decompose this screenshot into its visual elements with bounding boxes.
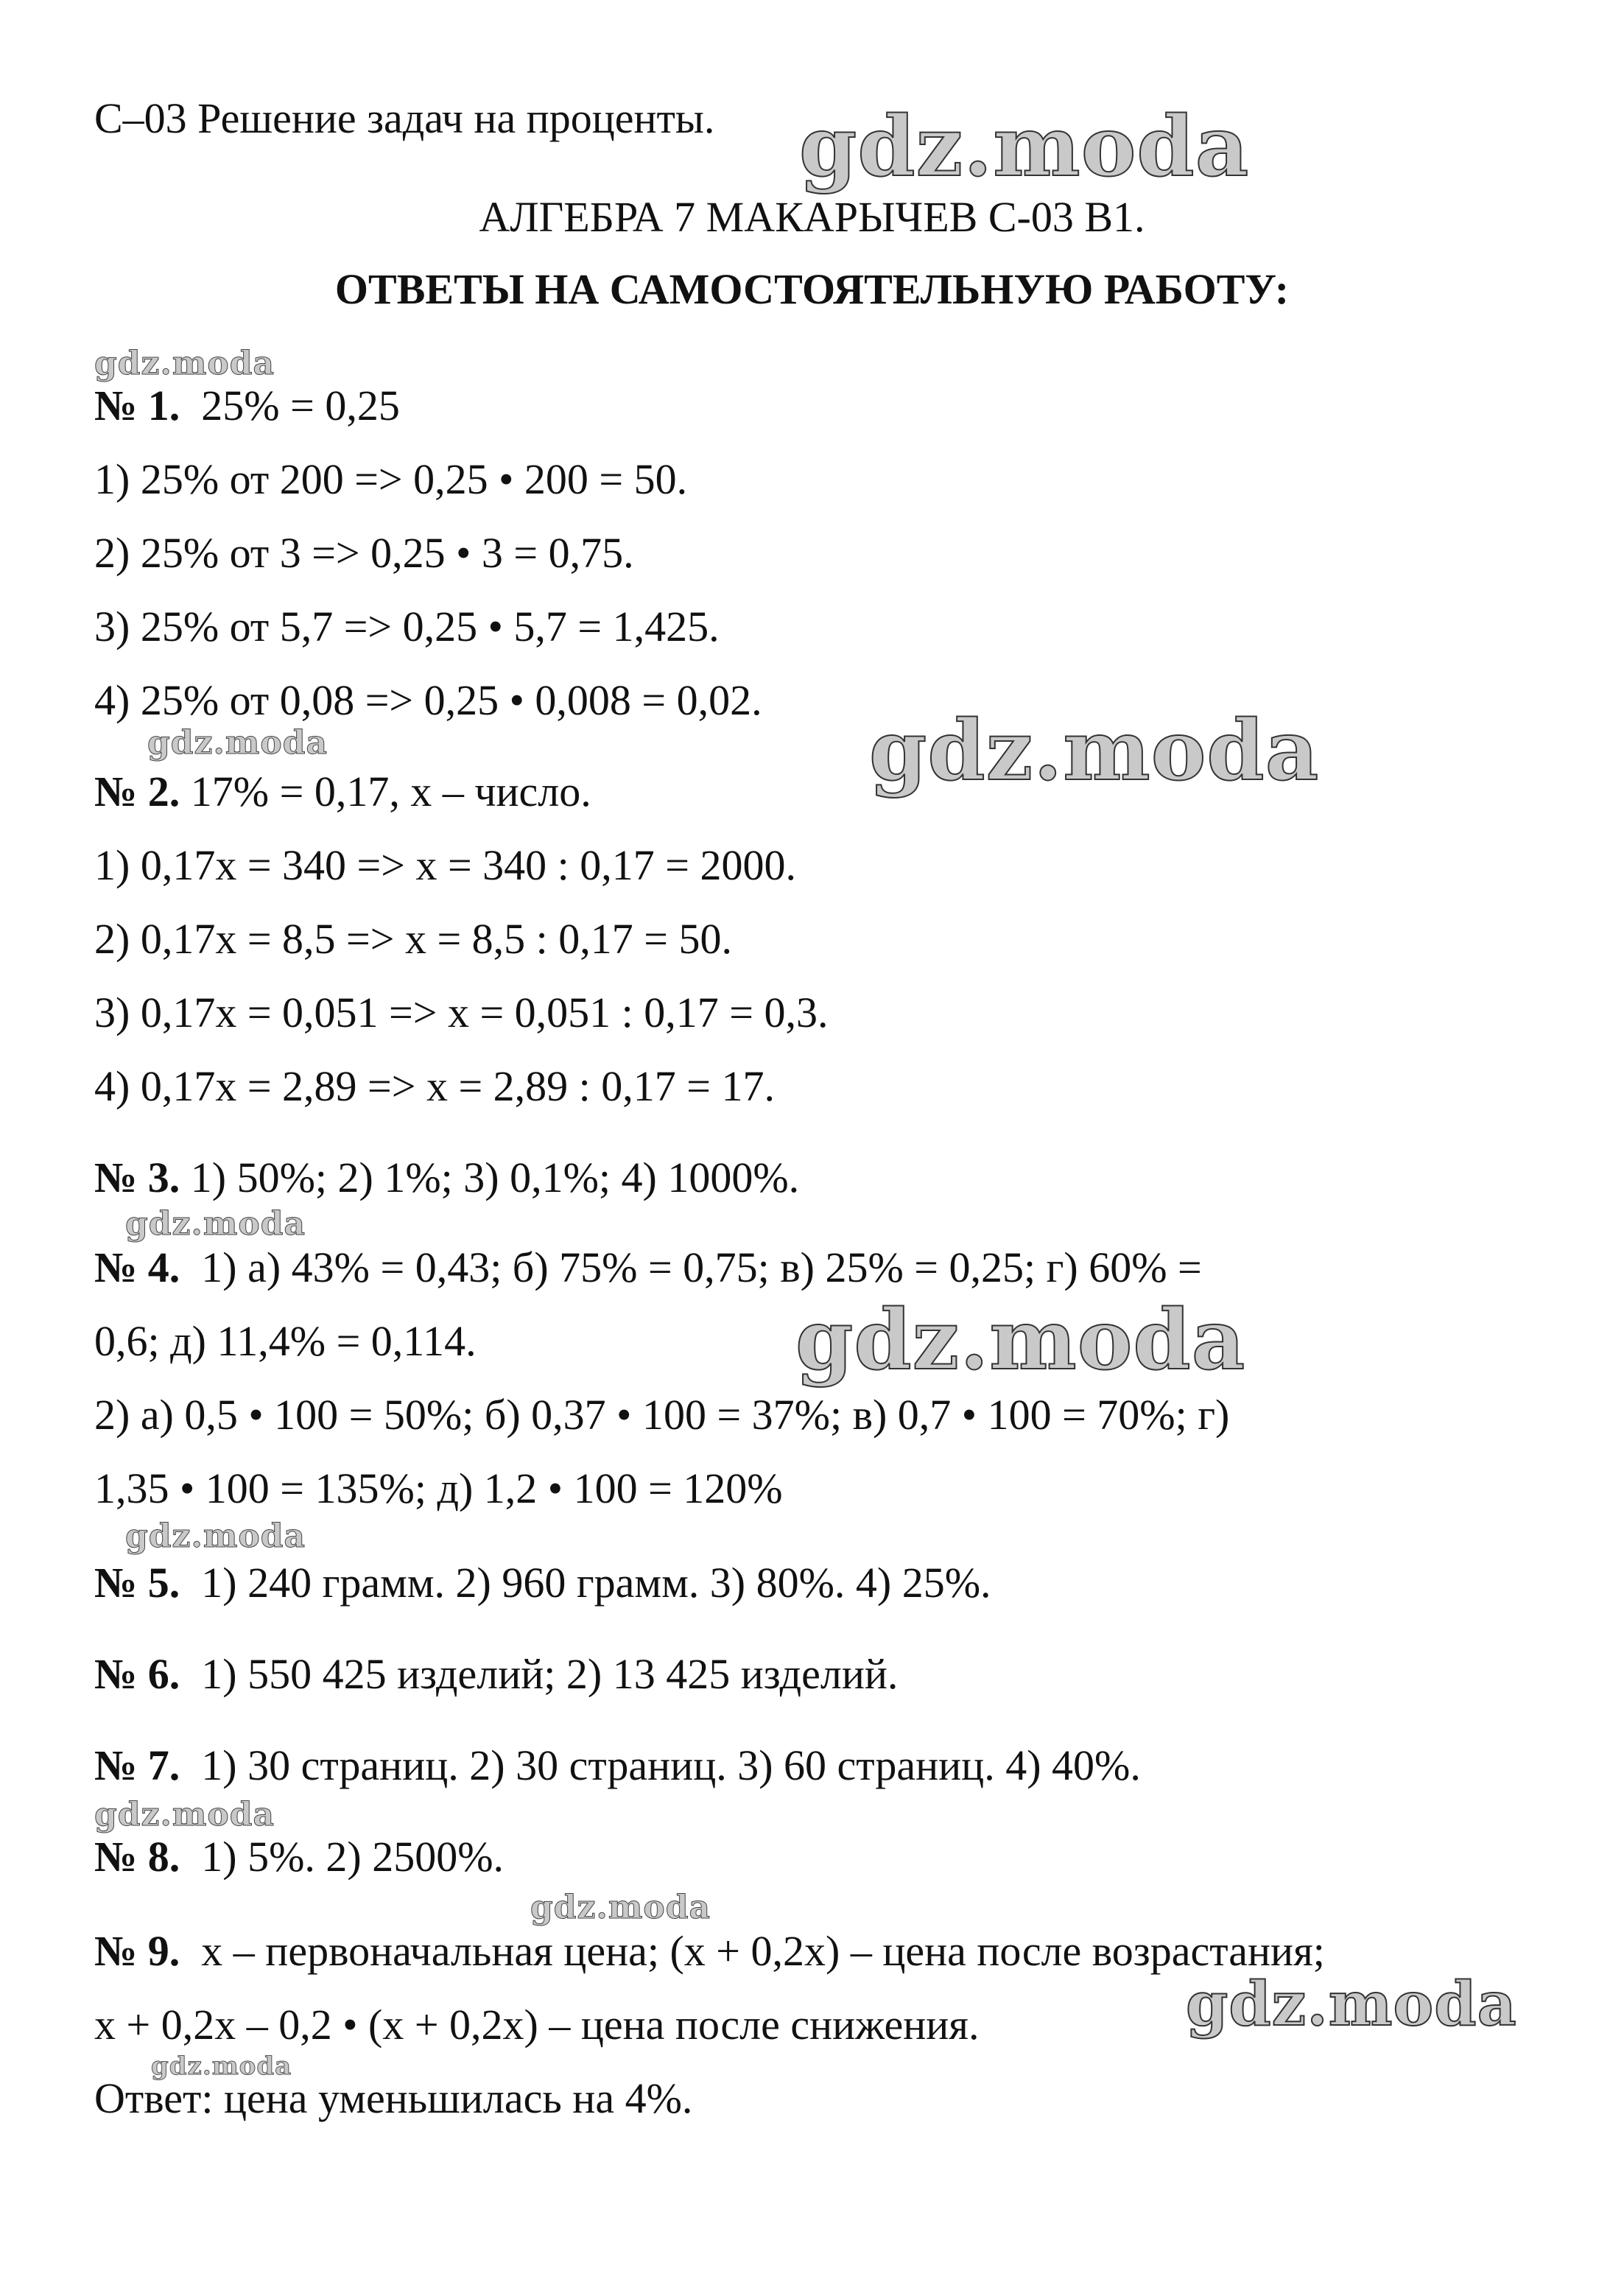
task-6-header (94, 1650, 898, 1699)
watermark-logo: gdz.moda (147, 724, 328, 762)
task-2-line: 2) 0,17х = 8,5 => х = 8,5 : 0,17 = 50. (94, 915, 732, 963)
task-text: 1) 550 425 изделий; 2) 13 425 изделий. (201, 1650, 899, 1698)
task-text: 1) 240 грамм. 2) 960 грамм. 3) 80%. 4) 25%. (201, 1559, 991, 1607)
task-1-line: 4) 25% от 0,08 => 0,25 • 0,008 = 0,02. (94, 676, 762, 724)
task-9-line: х + 0,2х – 0,2 • (х + 0,2х) – цена после снижения. (94, 2001, 980, 2049)
task-number: № 7. (94, 1741, 180, 1789)
task-text: 1) 50%; 2) 1%; 3) 0,1%; 4) 1000%. (190, 1154, 800, 1201)
page-heading: ОТВЕТЫ НА САМОСТОЯТЕЛЬНУЮ РАБОТУ: (334, 265, 1290, 313)
task-number: № 2. (94, 768, 180, 815)
watermark-logo: gdz.moda (530, 1889, 711, 1926)
task-2-line: 3) 0,17х = 0,051 => х = 0,051 : 0,17 = 0,3. (94, 989, 829, 1036)
task-4-line: 0,6; д) 11,4% = 0,114. (94, 1317, 477, 1365)
task-7-header (94, 1741, 1141, 1790)
task-text: 17% = 0,17, х – число. (190, 768, 591, 815)
task-1-line: 1) 25% от 200 => 0,25 • 200 = 50. (94, 455, 688, 503)
page-title: С–03 Решение задач на проценты. (94, 94, 715, 142)
task-text: 1) 30 страниц. 2) 30 страниц. 3) 60 страниц. 4) 40%. (201, 1741, 1141, 1789)
task-number: № 4. (94, 1243, 180, 1291)
task-5-header (94, 1559, 991, 1607)
task-number: № 9. (94, 1927, 180, 1975)
task-1-line: 2) 25% от 3 => 0,25 • 3 = 0,75. (94, 529, 634, 577)
task-1-line: 3) 25% от 5,7 => 0,25 • 5,7 = 1,425. (94, 603, 720, 650)
task-2-line: 1) 0,17х = 340 => х = 340 : 0,17 = 2000. (94, 841, 796, 889)
task-number: № 8. (94, 1833, 180, 1881)
task-text: 1) 5%. 2) 2500%. (201, 1833, 505, 1881)
watermark-logo: gdz.moda (151, 2051, 292, 2081)
task-text: 1) а) 43% = 0,43; б) 75% = 0,75; в) 25% = 0,25; г) 60% = (201, 1243, 1202, 1291)
task-number: № 1. (94, 382, 180, 429)
page-subtitle: АЛГЕБРА 7 МАКАРЫЧЕВ С-03 В1. (479, 193, 1145, 241)
task-2-header (94, 768, 591, 816)
task-2-line: 4) 0,17х = 2,89 => х = 2,89 : 0,17 = 17. (94, 1062, 775, 1110)
watermark-logo: gdz.moda (94, 345, 275, 382)
task-number: № 3. (94, 1154, 180, 1201)
task-4-line: 2) а) 0,5 • 100 = 50%; б) 0,37 • 100 = 37%; в) 0,7 • 100 = 70%; г) (94, 1391, 1230, 1439)
watermark-logo: gdz.moda (869, 703, 1320, 799)
answer-line: Ответ: цена уменьшилась на 4%. (94, 2074, 693, 2122)
task-number: № 6. (94, 1650, 180, 1698)
task-1-header (94, 382, 400, 430)
task-9-header (94, 1927, 1325, 1976)
task-text: 25% = 0,25 (201, 382, 400, 429)
task-number: № 5. (94, 1559, 180, 1607)
watermark-logo: gdz.moda (94, 1796, 275, 1833)
watermark-logo: gdz.moda (125, 1517, 306, 1555)
task-text: х – первоначальная цена; (х + 0,2х) – цена после возрастания; (201, 1927, 1325, 1975)
watermark-logo: gdz.moda (799, 99, 1250, 195)
task-3-header (94, 1154, 799, 1202)
watermark-logo: gdz.moda (795, 1292, 1246, 1389)
watermark-logo: gdz.moda (125, 1205, 306, 1243)
watermark-logo: gdz.moda (1186, 1969, 1517, 2040)
task-4-header (94, 1243, 1202, 1292)
task-4-line: 1,35 • 100 = 135%; д) 1,2 • 100 = 120% (94, 1464, 783, 1512)
task-8-header (94, 1833, 504, 1881)
